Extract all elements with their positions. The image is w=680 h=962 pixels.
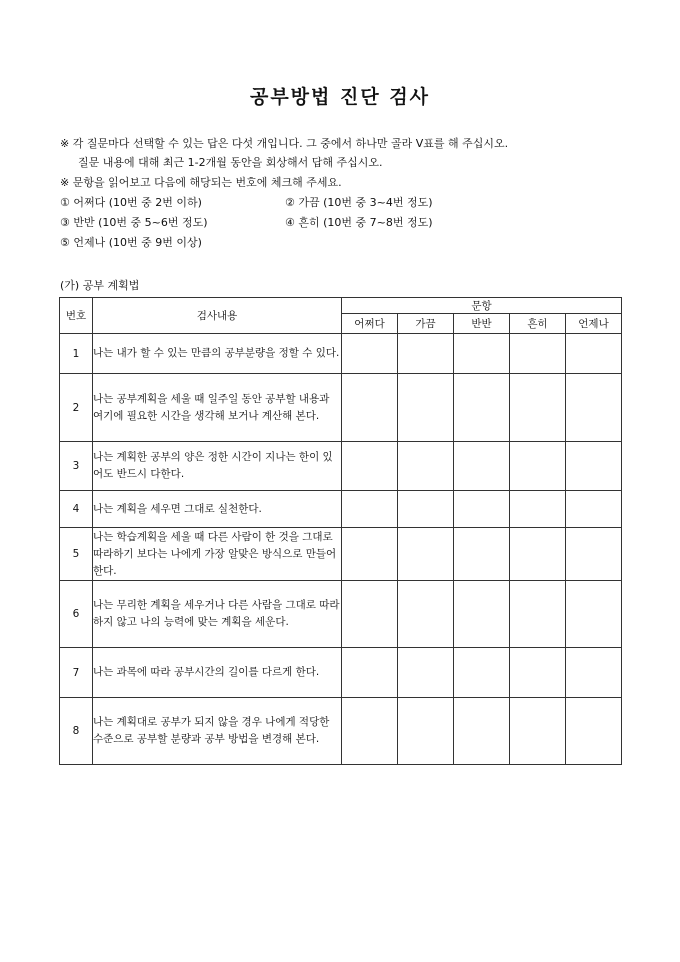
header-choices-group: 문항 bbox=[342, 298, 622, 314]
answer-cell[interactable] bbox=[454, 648, 510, 698]
header-choice-always: 언제나 bbox=[566, 314, 622, 334]
option-3: ③ 반반 (10번 중 5~6번 정도) bbox=[60, 216, 208, 229]
row-number: 2 bbox=[60, 374, 93, 442]
answer-cell[interactable] bbox=[342, 581, 398, 648]
answer-cell[interactable] bbox=[454, 442, 510, 491]
answer-cell[interactable] bbox=[342, 374, 398, 442]
answer-cell[interactable] bbox=[398, 334, 454, 374]
answer-cell[interactable] bbox=[566, 528, 622, 581]
section-title: (가) 공부 계획법 bbox=[60, 279, 140, 292]
answer-cell[interactable] bbox=[510, 374, 566, 442]
header-choice-often: 흔히 bbox=[510, 314, 566, 334]
instruction-line-3: ※ 문항을 읽어보고 다음에 해당되는 번호에 체크해 주세요. bbox=[60, 176, 342, 189]
row-text: 나는 계획한 공부의 양은 정한 시간이 지나는 한이 있어도 반드시 다한다. bbox=[93, 442, 342, 491]
answer-cell[interactable] bbox=[510, 698, 566, 765]
table-row bbox=[60, 581, 622, 648]
answer-cell[interactable] bbox=[342, 442, 398, 491]
answer-cell[interactable] bbox=[454, 528, 510, 581]
answer-cell[interactable] bbox=[566, 648, 622, 698]
table-row bbox=[60, 442, 622, 491]
row-text: 나는 무리한 계획을 세우거나 다른 사람을 그대로 따라하지 않고 나의 능력에 맞는 계획을 세운다. bbox=[93, 581, 342, 648]
row-text: 나는 학습계획을 세울 때 다른 사람이 한 것을 그대로 따라하기 보다는 나에게 가장 알맞은 방식으로 만들어 한다. bbox=[93, 528, 342, 581]
answer-cell[interactable] bbox=[342, 698, 398, 765]
row-number: 8 bbox=[60, 698, 93, 765]
header-content: 검사내용 bbox=[93, 298, 342, 334]
answer-cell[interactable] bbox=[398, 374, 454, 442]
answer-cell[interactable] bbox=[454, 491, 510, 528]
answer-cell[interactable] bbox=[510, 491, 566, 528]
option-5: ⑤ 언제나 (10번 중 9번 이상) bbox=[60, 236, 202, 249]
row-number: 6 bbox=[60, 581, 93, 648]
answer-cell[interactable] bbox=[342, 334, 398, 374]
answer-cell[interactable] bbox=[398, 442, 454, 491]
answer-cell[interactable] bbox=[342, 491, 398, 528]
answer-cell[interactable] bbox=[342, 528, 398, 581]
row-number: 4 bbox=[60, 491, 93, 528]
option-1: ① 어쩌다 (10번 중 2번 이하) bbox=[60, 196, 202, 209]
answer-cell[interactable] bbox=[398, 581, 454, 648]
answer-cell[interactable] bbox=[510, 648, 566, 698]
table-row bbox=[60, 648, 622, 698]
survey-table bbox=[59, 297, 622, 765]
option-2: ② 가끔 (10번 중 3~4번 정도) bbox=[285, 196, 433, 209]
answer-cell[interactable] bbox=[510, 581, 566, 648]
answer-cell[interactable] bbox=[566, 334, 622, 374]
table-row bbox=[60, 698, 622, 765]
answer-cell[interactable] bbox=[566, 581, 622, 648]
row-text: 나는 공부계획을 세울 때 일주일 동안 공부할 내용과 여기에 필요한 시간을 생각해 보거나 계산해 본다. bbox=[93, 374, 342, 442]
answer-cell[interactable] bbox=[566, 698, 622, 765]
row-number: 1 bbox=[60, 334, 93, 374]
answer-cell[interactable] bbox=[398, 528, 454, 581]
table-row bbox=[60, 491, 622, 528]
answer-cell[interactable] bbox=[454, 374, 510, 442]
header-choice-half: 반반 bbox=[454, 314, 510, 334]
answer-cell[interactable] bbox=[454, 698, 510, 765]
row-text: 나는 계획대로 공부가 되지 않을 경우 나에게 적당한 수준으로 공부할 분량과 공부 방법을 변경해 본다. bbox=[93, 698, 342, 765]
answer-cell[interactable] bbox=[510, 334, 566, 374]
table-row bbox=[60, 334, 622, 374]
answer-cell[interactable] bbox=[342, 648, 398, 698]
answer-cell[interactable] bbox=[398, 491, 454, 528]
header-number: 번호 bbox=[60, 298, 93, 334]
answer-cell[interactable] bbox=[566, 374, 622, 442]
header-choice-rarely: 어쩌다 bbox=[342, 314, 398, 334]
answer-cell[interactable] bbox=[510, 442, 566, 491]
answer-cell[interactable] bbox=[454, 581, 510, 648]
row-text: 나는 내가 할 수 있는 만큼의 공부분량을 정할 수 있다. bbox=[93, 334, 342, 374]
row-text: 나는 계획을 세우면 그대로 실천한다. bbox=[93, 491, 342, 528]
answer-cell[interactable] bbox=[398, 648, 454, 698]
row-number: 5 bbox=[60, 528, 93, 581]
instruction-line-2: 질문 내용에 대해 최근 1-2개월 동안을 회상해서 답해 주십시오. bbox=[78, 156, 383, 169]
answer-cell[interactable] bbox=[510, 528, 566, 581]
answer-cell[interactable] bbox=[398, 698, 454, 765]
page-title: 공부방법 진단 검사 bbox=[249, 86, 431, 108]
table-row bbox=[60, 374, 622, 442]
answer-cell[interactable] bbox=[566, 442, 622, 491]
table-row bbox=[60, 528, 622, 581]
instruction-line-1: ※ 각 질문마다 선택할 수 있는 답은 다섯 개입니다. 그 중에서 하나만 골라 V표를 해 주십시오. bbox=[60, 137, 509, 150]
option-4: ④ 흔히 (10번 중 7~8번 정도) bbox=[285, 216, 433, 229]
row-number: 7 bbox=[60, 648, 93, 698]
row-number: 3 bbox=[60, 442, 93, 491]
answer-cell[interactable] bbox=[566, 491, 622, 528]
header-choice-sometimes: 가끔 bbox=[398, 314, 454, 334]
row-text: 나는 과목에 따라 공부시간의 길이를 다르게 한다. bbox=[93, 648, 342, 698]
answer-cell[interactable] bbox=[454, 334, 510, 374]
